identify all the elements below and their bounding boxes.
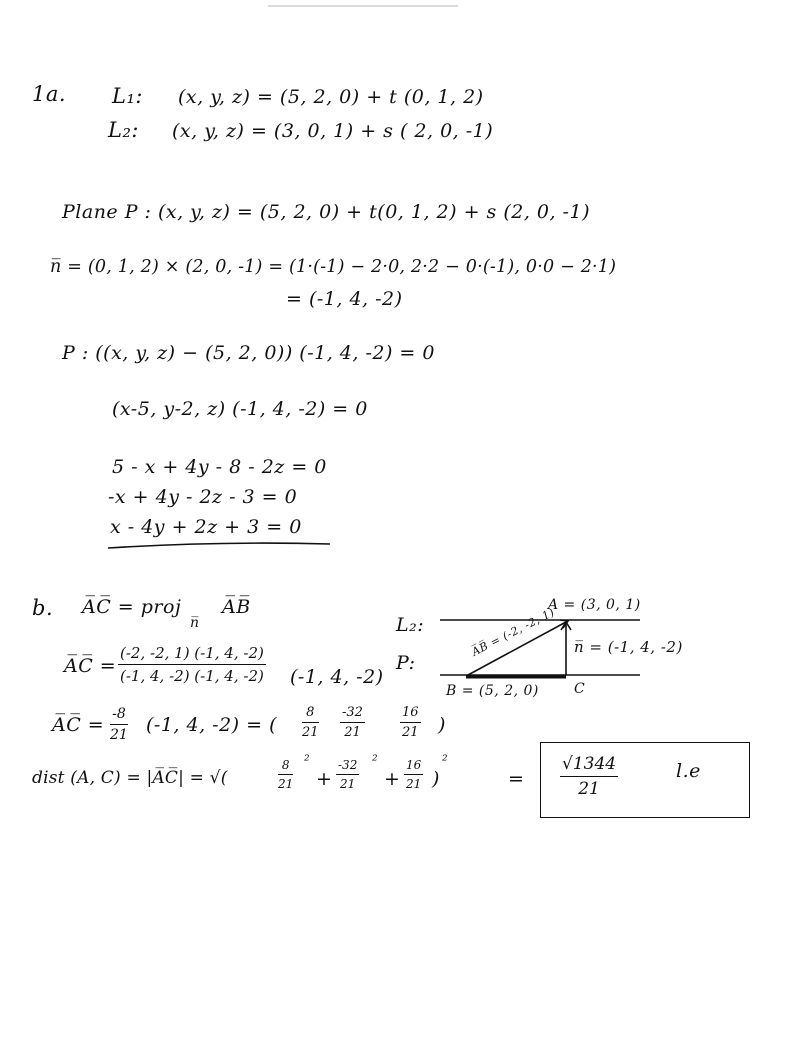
ac-scalar-numerator: -8 bbox=[110, 706, 128, 725]
line-l1-equation: (x, y, z) = (5, 2, 0) + t (0, 1, 2) bbox=[178, 86, 484, 108]
diagram-point-a: A = (3, 0, 1) bbox=[548, 597, 641, 613]
normal-result: = (-1, 4, -2) bbox=[286, 288, 403, 310]
ac-scalar-denominator: 21 bbox=[110, 727, 128, 743]
ac-component-1-num: 8 bbox=[302, 705, 319, 723]
plane-simplified: -x + 4y - 2z - 3 = 0 bbox=[108, 486, 298, 508]
distance-close: ) bbox=[432, 768, 440, 790]
distance-square-2: ² bbox=[372, 753, 379, 769]
distance-term-1 bbox=[278, 758, 293, 791]
ac-component-3 bbox=[400, 705, 421, 740]
part-a-label: 1a. bbox=[32, 82, 67, 106]
plane-final-equation: x - 4y + 2z + 3 = 0 bbox=[110, 516, 302, 538]
answer-unit: l.e bbox=[676, 760, 701, 782]
ac-component-3-den: 21 bbox=[402, 725, 419, 740]
distance-plus-1: + bbox=[316, 768, 333, 790]
plane-dot-expansion: (x-5, y-2, z) (-1, 4, -2) = 0 bbox=[112, 398, 368, 420]
distance-term-2-num: -32 bbox=[336, 758, 359, 775]
line-l2-name: L₂: bbox=[108, 118, 139, 142]
plane-expanded: 5 - x + 4y - 8 - 2z = 0 bbox=[112, 456, 327, 478]
ac-formula-numerator: (-2, -2, 1) (-1, 4, -2) bbox=[118, 644, 266, 665]
ac-value-middle: (-1, 4, -2) = ( bbox=[146, 714, 277, 736]
diagram-point-b: B = (5, 2, 0) bbox=[446, 683, 539, 699]
distance-term-1-num: 8 bbox=[278, 758, 293, 775]
ac-component-2-num: -32 bbox=[340, 705, 365, 723]
line-l2-equation: (x, y, z) = (3, 0, 1) + s ( 2, 0, -1) bbox=[172, 120, 494, 142]
distance-equals: = bbox=[508, 768, 525, 790]
diagram-plane-label: P: bbox=[396, 652, 416, 674]
ac-formula-lhs: A̅C̅ = bbox=[64, 655, 117, 677]
ac-formula-denominator: (-1, 4, -2) (-1, 4, -2) bbox=[120, 667, 264, 685]
ac-scalar-fraction bbox=[110, 706, 128, 743]
ac-projection-definition: A̅C̅ = proj bbox=[82, 596, 182, 618]
ac-component-2-den: 21 bbox=[344, 725, 361, 740]
plane-point-normal-form: P : ((x, y, z) − (5, 2, 0)) (-1, 4, -2) = 0 bbox=[62, 342, 435, 364]
ac-formula-tail: (-1, 4, -2) bbox=[290, 666, 384, 688]
ac-projection-vector: A̅B̅ bbox=[222, 596, 251, 618]
distance-plus-2: + bbox=[384, 768, 401, 790]
diagram-line-label: L₂: bbox=[396, 614, 425, 636]
plane-definition: Plane P : (x, y, z) = (5, 2, 0) + t(0, 1, 2) + s (2, 0, -1) bbox=[62, 201, 590, 223]
distance-square-3: ² bbox=[442, 753, 449, 769]
ac-component-2 bbox=[340, 705, 365, 740]
distance-term-3-den: 21 bbox=[406, 777, 422, 791]
diagram-vector-ab: A̅B̅ = (-2, -2, 1) bbox=[469, 605, 557, 659]
distance-term-2-den: 21 bbox=[340, 777, 356, 791]
distance-lhs: dist (A, C) = |A̅C̅| = √( bbox=[32, 768, 228, 788]
part-b-label: b. bbox=[32, 596, 54, 620]
normal-cross-product: n̅ = (0, 1, 2) × (2, 0, -1) = (1·(-1) − 2·0, 2·2 − 0·(-1), 0·0 − 2·1) bbox=[50, 257, 617, 277]
final-equation-underline bbox=[108, 543, 330, 548]
ac-component-3-num: 16 bbox=[400, 705, 421, 723]
diagram-vector-n: n̅ = (-1, 4, -2) bbox=[574, 638, 683, 656]
distance-term-3-num: 16 bbox=[404, 758, 423, 775]
line-l1-name: L₁: bbox=[112, 84, 143, 108]
ac-formula-fraction bbox=[118, 644, 266, 685]
ac-component-1 bbox=[302, 705, 319, 740]
answer-denominator: 21 bbox=[578, 779, 600, 799]
distance-square-1: ² bbox=[304, 753, 311, 769]
ac-value-close: ) bbox=[438, 714, 446, 736]
answer-numerator: √1344 bbox=[560, 754, 618, 777]
ac-value-lhs: A̅C̅ = bbox=[52, 714, 105, 736]
ac-component-1-den: 21 bbox=[302, 725, 319, 740]
distance-term-1-den: 21 bbox=[278, 777, 294, 791]
distance-term-2 bbox=[336, 758, 359, 791]
answer-fraction bbox=[560, 754, 618, 799]
diagram-point-c: C bbox=[574, 681, 586, 697]
distance-term-3 bbox=[404, 758, 423, 791]
ac-projection-subscript: n̅ bbox=[190, 615, 200, 631]
